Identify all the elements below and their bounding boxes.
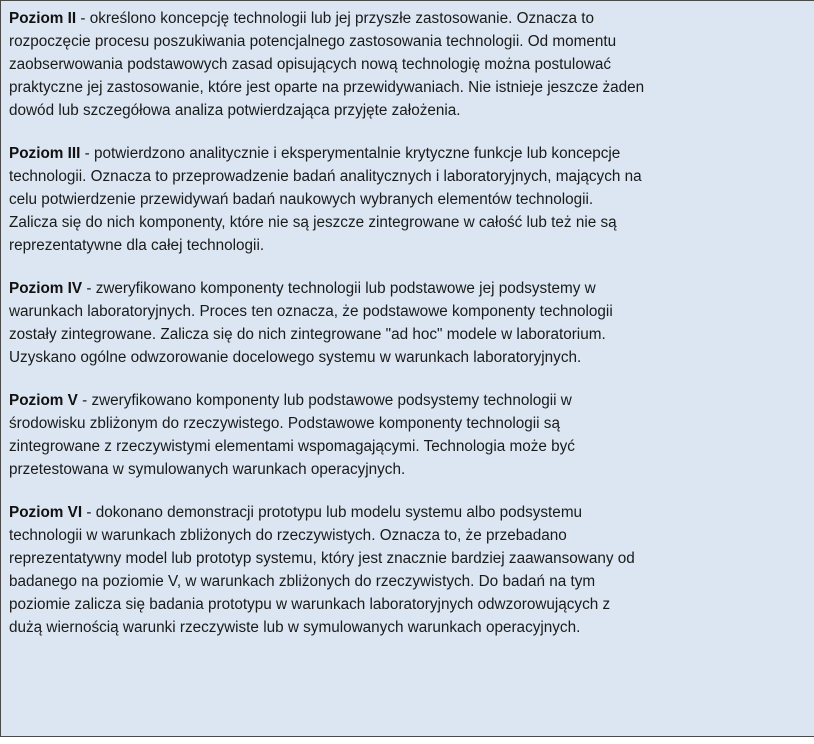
level-3-line-2: technologii. Oznacza to przeprowadzenie badań analitycznych i laboratoryjnych, mających na [9, 168, 642, 185]
level-5-line-1: - zweryfikowano komponenty lub podstawowe podsystemy technologii w [77, 392, 572, 409]
level-5-label: Poziom V [9, 392, 78, 409]
level-2-line-3: zaobserwowania podstawowych zasad opisujących nową technologię można postulować [9, 56, 612, 73]
level-4-line-2: warunkach laboratoryjnych. Proces ten oznacza, że podstawowe komponenty technologii [9, 303, 613, 320]
level-5-line-4: przetestowana w symulowanych warunkach operacyjnych. [9, 461, 406, 478]
level-4-label: Poziom IV [9, 280, 83, 297]
level-6-line-1: - dokonano demonstracji prototypu lub modelu systemu albo podsystemu [82, 504, 583, 521]
level-3-paragraph [9, 142, 814, 257]
level-4-line-3: zostały zintegrowane. Zalicza się do nich zintegrowane "ad hoc" modele w laboratorium. [9, 326, 606, 343]
level-4-line-4: Uzyskano ogólne odwzorowanie docelowego systemu w warunkach laboratoryjnych. [9, 349, 582, 366]
level-2-line-1: - określono koncepcję technologii lub jej przyszłe zastosowanie. Oznacza to [76, 10, 594, 27]
level-6-line-5: poziomie zalicza się badania prototypu w warunkach laboratoryjnych odwzorowujących z [9, 596, 611, 613]
level-5-line-3: zintegrowane z rzeczywistymi elementami wspomagającymi. Technologia może być [9, 438, 575, 455]
level-3-line-4: Zalicza się do nich komponenty, które nie są jeszcze zintegrowane w całość lub też nie są [9, 214, 617, 231]
level-6-paragraph [9, 501, 814, 639]
level-6-line-6: dużą wiernością warunki rzeczywiste lub w symulowanych warunkach operacyjnych. [9, 619, 581, 636]
level-6-line-3: reprezentatywny model lub prototyp systemu, który jest znacznie bardziej zaawansowany od [9, 550, 635, 567]
level-2-line-4: praktyczne jej zastosowanie, które jest oparte na przewidywaniach. Nie istnieje jeszcze żaden [9, 79, 645, 96]
level-6-line-2: technologii w warunkach zbliżonych do rzeczywistych. Oznacza to, że przebadano [9, 527, 567, 544]
level-2-line-2: rozpoczęcie procesu poszukiwania potencjalnego zastosowania technologii. Od momentu [9, 33, 617, 50]
level-6-line-4: badanego na poziomie V, w warunkach zbliżonych do rzeczywistych. Do badań na tym [9, 573, 596, 590]
level-3-label: Poziom III [9, 145, 81, 162]
level-5-paragraph [9, 389, 814, 481]
level-3-line-5: reprezentatywne dla całej technologii. [9, 237, 265, 254]
level-2-label: Poziom II [9, 10, 77, 27]
level-3-line-3: celu potwierdzenie przewidywań badań naukowych wybranych elementów technologii. [9, 191, 594, 208]
level-2-paragraph [9, 7, 814, 122]
level-4-paragraph [9, 277, 814, 369]
level-5-line-2: środowisku zbliżonym do rzeczywistego. Podstawowe komponenty technologii są [9, 415, 560, 432]
level-2-line-5: dowód lub szczegółowa analiza potwierdzająca przyjęte założenia. [9, 102, 461, 119]
level-3-line-1: - potwierdzono analitycznie i eksperymentalnie krytyczne funkcje lub koncepcje [80, 145, 621, 162]
level-4-line-1: - zweryfikowano komponenty technologii lub podstawowe jej podsystemy w [82, 280, 596, 297]
level-6-label: Poziom VI [9, 504, 83, 521]
